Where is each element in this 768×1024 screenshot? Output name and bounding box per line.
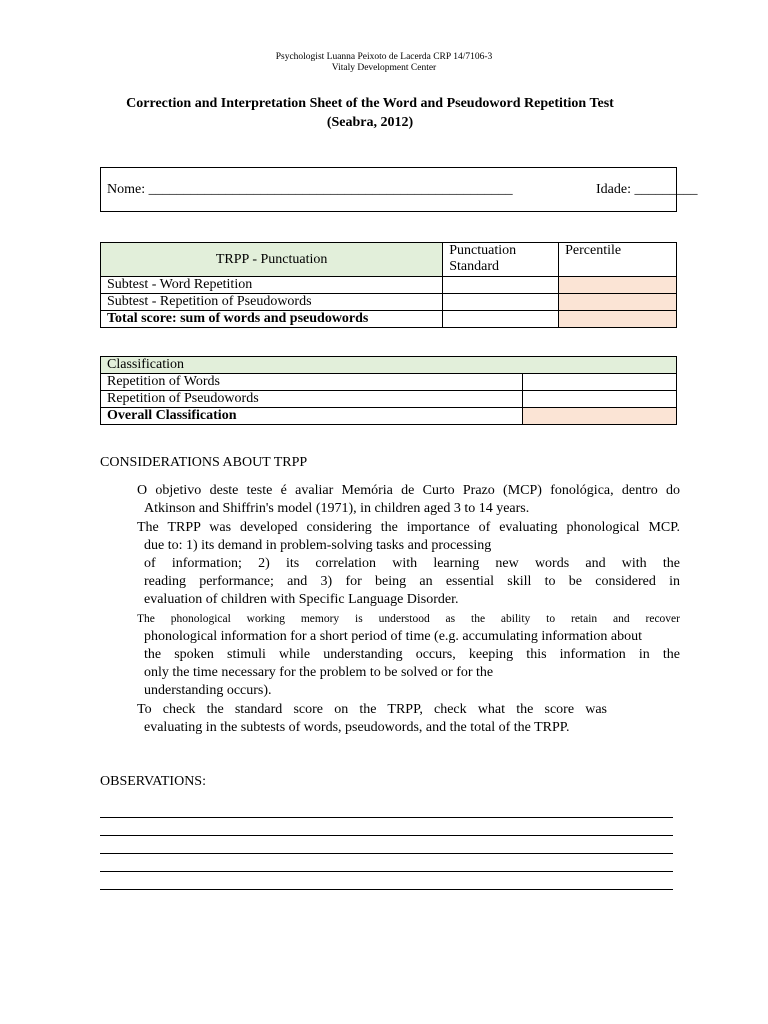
percentile-cell[interactable] xyxy=(559,277,677,294)
bullet-text: reading performance; and 3) for being an essential skill to be considered in xyxy=(144,574,680,589)
bullet-text: Atkinson and Shiffrin's model (1971), in children aged 3 to 14 years. xyxy=(144,501,530,516)
observation-line[interactable] xyxy=(100,854,673,872)
score-table-head-standard: Punctuation Standard xyxy=(443,243,559,277)
percentile-cell[interactable] xyxy=(559,311,677,328)
score-table xyxy=(100,242,677,328)
bullet-text: evaluation of children with Specific Language Disorder. xyxy=(144,592,459,607)
observation-line[interactable] xyxy=(100,836,673,854)
row-label: Repetition of Pseudowords xyxy=(101,391,523,408)
observations-lines xyxy=(100,800,673,890)
title-line-1: Correction and Interpretation Sheet of the Word and Pseudoword Repetition Test xyxy=(126,96,614,111)
title-line-2: (Seabra, 2012) xyxy=(326,115,414,130)
list-item xyxy=(123,610,680,700)
standard-cell[interactable] xyxy=(443,311,559,328)
row-label: Subtest - Repetition of Pseudowords xyxy=(101,294,443,311)
observation-line[interactable] xyxy=(100,872,673,890)
header-psychologist: Psychologist Luanna Peixoto de Lacerda CRP 14/7106-3 xyxy=(275,52,493,62)
score-table-head-percentile: Percentile xyxy=(559,243,677,277)
list-item xyxy=(123,519,680,609)
standard-cell[interactable] xyxy=(443,294,559,311)
bullet-text: the spoken stimuli while understanding occurs, keeping this information in the xyxy=(144,647,680,662)
row-label: Total score: sum of words and pseudowords xyxy=(101,311,443,328)
row-label: Subtest - Word Repetition xyxy=(101,277,443,294)
classification-cell[interactable] xyxy=(523,408,677,425)
bullet-text: The TRPP was developed considering the importance of evaluating phonological MCP. xyxy=(137,520,680,535)
row-label: Repetition of Words xyxy=(101,374,523,391)
list-item xyxy=(123,482,680,518)
bullet-text: O objetivo deste teste é avaliar Memória de Curto Prazo (MCP) fonológica, dentro do xyxy=(137,483,680,498)
table-row xyxy=(101,374,677,391)
table-row xyxy=(101,311,677,328)
standard-cell[interactable] xyxy=(443,277,559,294)
document-title xyxy=(0,94,740,132)
classification-cell[interactable] xyxy=(523,391,677,408)
bullet-text: understanding occurs). xyxy=(144,683,272,698)
considerations-heading: CONSIDERATIONS ABOUT TRPP xyxy=(100,455,308,470)
bullet-text: evaluating in the subtests of words, pseudowords, and the total of the TRPP. xyxy=(144,720,570,735)
bullet-text: phonological information for a short period of time (e.g. accumulating information about xyxy=(144,629,643,644)
observation-line[interactable] xyxy=(100,800,673,818)
table-row xyxy=(101,408,677,425)
name-field[interactable]: Nome: ____________________________________________________ xyxy=(107,182,513,197)
bullet-text: To check the standard score on the TRPP, check what the score was xyxy=(137,702,607,717)
list-item xyxy=(123,701,680,737)
bullet-text: due to: 1) its demand in problem-solving tasks and processing xyxy=(144,538,492,553)
document-header xyxy=(0,52,768,74)
percentile-cell[interactable] xyxy=(559,294,677,311)
score-table-head-label: TRPP - Punctuation xyxy=(101,243,443,277)
row-label: Overall Classification xyxy=(101,408,523,425)
considerations-list xyxy=(123,482,680,738)
table-row xyxy=(101,391,677,408)
classification-table xyxy=(100,356,677,425)
table-row xyxy=(101,294,677,311)
name-age-box xyxy=(100,167,698,212)
observations-heading: OBSERVATIONS: xyxy=(100,774,206,789)
header-center: Vitaly Development Center xyxy=(331,63,437,73)
classification-cell[interactable] xyxy=(523,374,677,391)
bullet-text: The phonological working memory is understood as the ability to retain and recover xyxy=(137,613,680,625)
classification-head: Classification xyxy=(101,357,677,374)
age-field[interactable]: Idade: _________ xyxy=(596,182,698,197)
table-row xyxy=(101,277,677,294)
observation-line[interactable] xyxy=(100,818,673,836)
bullet-text: only the time necessary for the problem to be solved or for the xyxy=(144,665,494,680)
bullet-text: of information; 2) its correlation with learning new words and with the xyxy=(144,556,680,571)
